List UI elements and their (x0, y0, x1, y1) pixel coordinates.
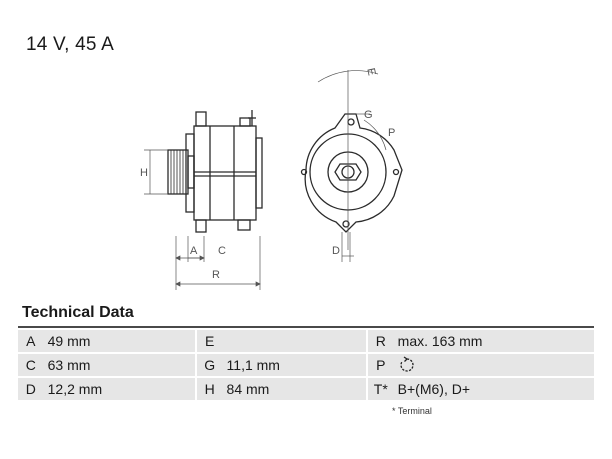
spec-value: B+(M6), D+ (394, 378, 594, 400)
table-row (18, 354, 594, 376)
dim-label-d: D (332, 245, 340, 257)
spec-value: 63 mm (44, 354, 195, 376)
dim-label-h: H (140, 167, 148, 179)
technical-data-table (18, 328, 594, 402)
spec-key: T* (368, 378, 394, 400)
spec-key: E (197, 330, 223, 352)
alternator-body-shape (194, 126, 256, 220)
spec-key: D (18, 378, 44, 400)
dim-label-p: P (388, 127, 396, 139)
clockwise-rotation-icon (398, 356, 416, 374)
spec-key: H (197, 378, 223, 400)
table-row (18, 378, 594, 400)
spec-value: max. 163 mm (394, 330, 594, 352)
spec-value: 84 mm (223, 378, 366, 400)
rotation-value-cell (394, 354, 594, 376)
dim-label-e: E (364, 67, 378, 77)
spec-key: G (197, 354, 223, 376)
spec-key: P (368, 354, 394, 376)
spec-key: A (18, 330, 44, 352)
spec-key: C (18, 354, 44, 376)
dim-label-a: A (190, 245, 198, 257)
product-spec-title: 14 V, 45 A (26, 34, 114, 55)
table-row (18, 330, 594, 352)
terminal-footnote: * Terminal (392, 406, 432, 416)
dim-label-r: R (212, 269, 220, 281)
spec-value: 11,1 mm (223, 354, 366, 376)
spec-key: R (368, 330, 394, 352)
spec-value (223, 330, 366, 352)
technical-data-title: Technical Data (22, 304, 134, 321)
dim-label-c: C (218, 245, 226, 257)
dim-label-g: G (364, 109, 373, 121)
spec-value: 12,2 mm (44, 378, 195, 400)
spec-value: 49 mm (44, 330, 195, 352)
